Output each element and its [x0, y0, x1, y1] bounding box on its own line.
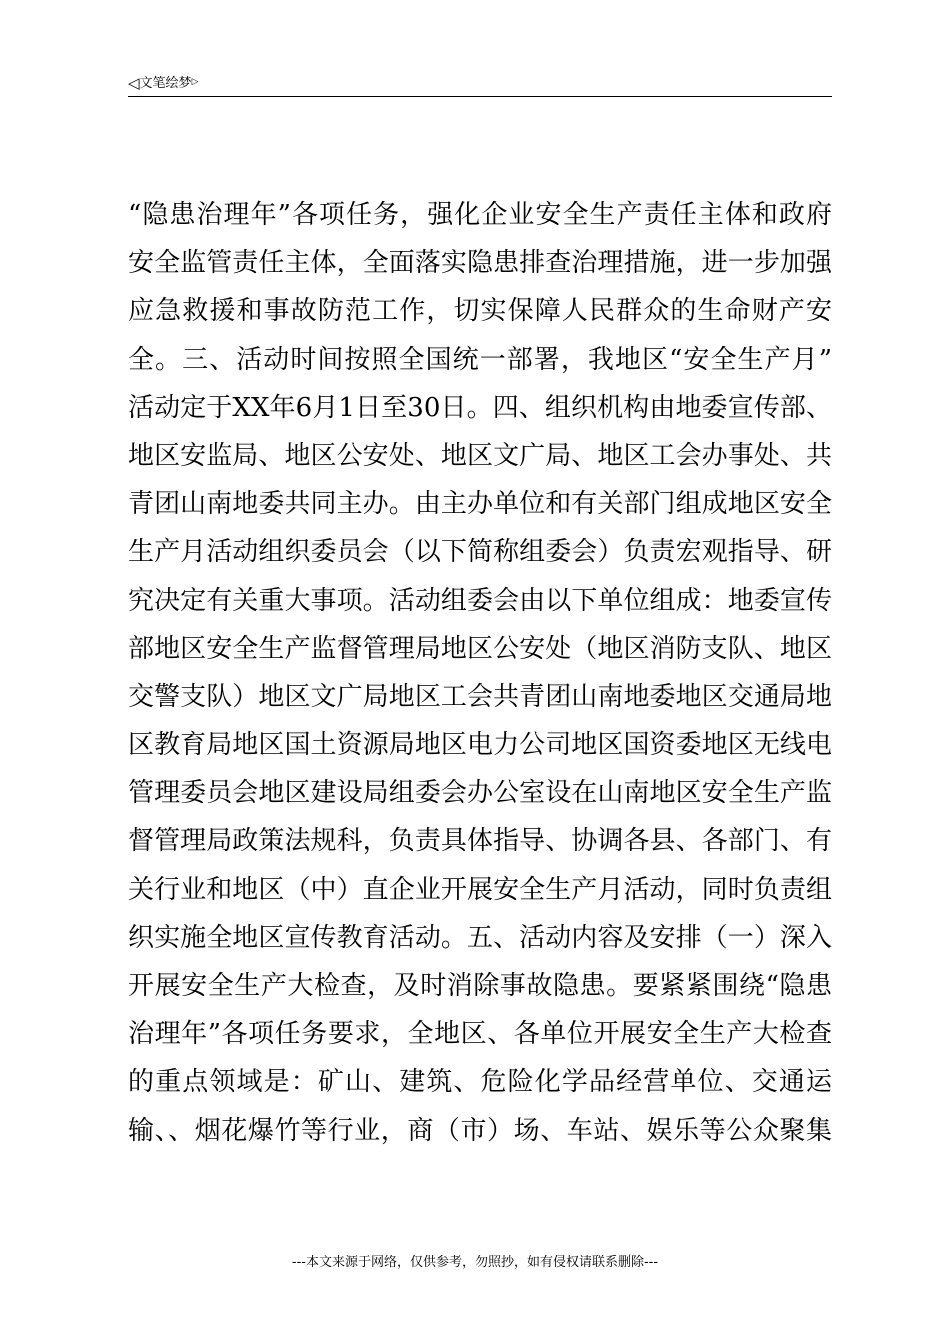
- left-triangle-icon: ◁: [128, 74, 140, 92]
- right-triangle-icon: ▷: [191, 77, 199, 87]
- body-line: 生产月活动组织委员会（以下简称组委会）负责宏观指导、研: [128, 537, 832, 568]
- header-title: [128, 74, 198, 92]
- body-line: 输、、烟花爆竹等行业，商（市）场、车站、娱乐等公众聚集: [128, 1115, 832, 1146]
- body-line: 管理委员会地区建设局组委会办公室设在山南地区安全生产监: [128, 778, 832, 809]
- body-line: 关行业和地区（中）直企业开展安全生产月活动，同时负责组: [128, 874, 832, 905]
- document-body: [128, 191, 832, 1155]
- body-line: 部地区安全生产监督管理局地区公安处（地区消防支队、地区: [128, 633, 832, 664]
- body-line: 全。三、活动时间按照全国统一部署，我地区“安全生产月”: [128, 344, 832, 375]
- body-line: 治理年”各项任务要求，全地区、各单位开展安全生产大检查: [128, 1019, 832, 1050]
- body-line: 交警支队）地区文广局地区工会共青团山南地委地区交通局地: [128, 681, 832, 712]
- body-line: 青团山南地委共同主办。由主办单位和有关部门组成地区安全: [128, 489, 832, 520]
- body-line: 应急救援和事故防范工作，切实保障人民群众的生命财产安: [128, 296, 832, 327]
- header-title-text: 文笔绘梦: [139, 76, 192, 91]
- page-header: [128, 72, 832, 97]
- body-line: 织实施全地区宣传教育活动。五、活动内容及安排（一）深入: [128, 922, 832, 953]
- body-line: 督管理局政策法规科，负责具体指导、协调各县、各部门、有: [128, 826, 832, 857]
- body-line: 安全监管责任主体，全面落实隐患排查治理措施，进一步加强: [128, 248, 832, 279]
- body-line: “隐患治理年”各项任务，强化企业安全生产责任主体和政府: [128, 200, 832, 230]
- body-line: 区教育局地区国土资源局地区电力公司地区国资委地区无线电: [128, 730, 832, 761]
- body-line: 究决定有关重大事项。活动组委会由以下单位组成：地委宣传: [128, 585, 832, 616]
- body-line: 地区安监局、地区公安处、地区文广局、地区工会办事处、共: [128, 440, 832, 471]
- body-line: 活动定于XX年6月1日至30日。四、组织机构由地委宣传部、: [128, 392, 832, 423]
- body-line: 开展安全生产大检查，及时消除事故隐患。要紧紧围绕“隐患: [128, 971, 832, 1001]
- body-line: 的重点领域是：矿山、建筑、危险化学品经营单位、交通运: [128, 1067, 832, 1098]
- page-footer: ---本文来源于网络，仅供参考，勿照抄，如有侵权请联系删除---: [291, 1255, 659, 1270]
